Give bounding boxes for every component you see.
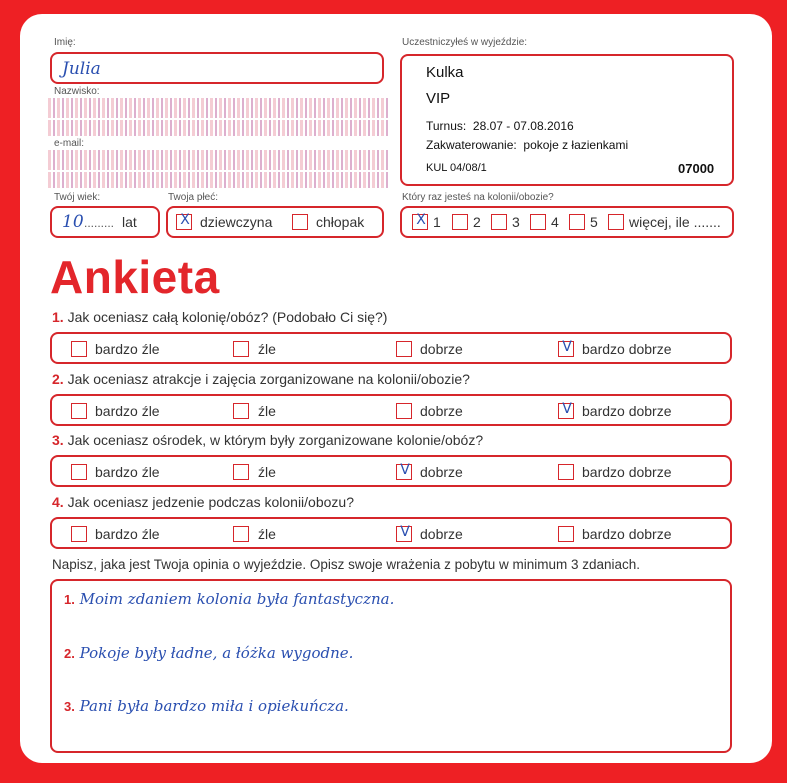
question-4-answers [50,517,732,549]
q4-checkbox-bad[interactable] [233,526,249,542]
times-checkbox-1[interactable] [412,214,428,230]
question-2-text: Jak oceniasz atrakcje i zajęcia zorganizowane na kolonii/obozie? [67,371,470,387]
q3-checkbox-very-good[interactable] [558,464,574,480]
gender-label: Twoja płeć: [168,192,219,203]
question-4-text: Jak oceniasz jedzenie podczas kolonii/obozu? [67,494,354,510]
q1-option-good: dobrze [420,341,463,357]
email-label: e-mail: [54,138,85,149]
question-3 [52,432,483,448]
q3-checkbox-bad[interactable] [233,464,249,480]
q4-option-good: dobrze [420,526,463,542]
surname-label: Nazwisko: [54,86,100,97]
name-label: Imię: [54,37,76,48]
gender-field [166,206,384,238]
q3-mark-good: V [400,462,410,478]
q1-checkbox-very-good[interactable] [558,341,574,357]
q2-option-good: dobrze [420,403,463,419]
gender-option-girl: dziewczyna [200,214,273,230]
card-turnus-label: Turnus: [426,119,467,133]
q2-checkbox-very-bad[interactable] [71,403,87,419]
q1-mark-very-good: V [562,339,572,355]
question-2-answers [50,394,732,426]
q4-mark-good: V [400,524,410,540]
q2-checkbox-very-good[interactable] [558,403,574,419]
times-checkbox-3[interactable] [491,214,507,230]
times-checkbox-2[interactable] [452,214,468,230]
q2-option-very-good: bardzo dobrze [582,403,672,419]
name-value: Julia [62,59,101,79]
gender-checkbox-boy[interactable] [292,214,308,230]
card-line2: VIP [426,90,451,107]
question-2-number: 2. [52,371,64,387]
opinion-line-1-number: 1. [64,592,75,607]
card-accommodation [426,138,628,152]
question-1 [52,309,387,325]
q1-option-very-bad: bardzo źle [95,341,160,357]
age-dots: ......... [84,216,115,230]
times-checkbox-more[interactable] [608,214,624,230]
age-label: Twój wiek: [54,192,101,203]
gender-option-boy: chłopak [316,214,365,230]
opinion-line-3-text: Pani była bardzo miła i opiekuńcza. [79,697,349,715]
q4-option-bad: źle [258,526,276,542]
gender-checkbox-girl[interactable] [176,214,192,230]
times-option-3: 3 [512,214,520,230]
q2-option-bad: źle [258,403,276,419]
gender-mark-girl: X [180,212,190,228]
card-turnus-value: 28.07 - 07.08.2016 [472,119,574,133]
question-3-answers [50,455,732,487]
opinion-line-2-number: 2. [64,646,75,661]
q2-checkbox-good[interactable] [396,403,412,419]
q2-checkbox-bad[interactable] [233,403,249,419]
question-1-answers [50,332,732,364]
q4-checkbox-very-good[interactable] [558,526,574,542]
q2-mark-very-good: V [562,401,572,417]
q4-option-very-good: bardzo dobrze [582,526,672,542]
question-1-text: Jak oceniasz całą kolonię/obóz? (Podobało Ci się?) [67,309,388,325]
age-unit: lat [122,214,137,230]
q3-checkbox-good[interactable] [396,464,412,480]
card-line1: Kulka [426,64,464,81]
question-4-number: 4. [52,494,64,510]
redacted-surname-2 [48,120,390,136]
card-accommodation-value: pokoje z łazienkami [523,138,629,152]
age-value: 10 [62,212,84,232]
q1-checkbox-very-bad[interactable] [71,341,87,357]
q4-option-very-bad: bardzo źle [95,526,160,542]
card-code: KUL 04/08/1 [426,162,487,174]
question-2 [52,371,470,387]
times-option-more: więcej, ile ....... [629,214,721,230]
q4-checkbox-very-bad[interactable] [71,526,87,542]
q3-checkbox-very-bad[interactable] [71,464,87,480]
card-accommodation-label: Zakwaterowanie: [426,138,517,152]
q3-option-very-good: bardzo dobrze [582,464,672,480]
opinion-line-1-text: Moim zdaniem kolonia była fantastyczna. [79,590,395,608]
times-checkbox-4[interactable] [530,214,546,230]
participant-label: Uczestniczyłeś w wyjeździe: [402,37,528,48]
redacted-surname [48,98,390,118]
redacted-email-2 [48,172,390,188]
question-3-text: Jak oceniasz ośrodek, w którym były zorganizowane kolonie/obóz? [67,432,484,448]
q1-checkbox-bad[interactable] [233,341,249,357]
times-option-1: 1 [433,214,441,230]
question-3-number: 3. [52,432,64,448]
times-option-5: 5 [590,214,598,230]
question-1-number: 1. [52,309,64,325]
q3-option-good: dobrze [420,464,463,480]
times-checkbox-5[interactable] [569,214,585,230]
q1-option-very-good: bardzo dobrze [582,341,672,357]
card-number: 07000 [678,161,715,176]
q2-option-very-bad: bardzo źle [95,403,160,419]
survey-title: Ankieta [50,251,220,303]
redacted-email [48,150,390,170]
card-turnus [426,119,574,133]
opinion-line-2-text: Pokoje były ładne, a łóżka wygodne. [79,644,354,662]
times-field [400,206,734,238]
age-field[interactable] [50,206,160,238]
opinion-prompt: Napisz, jaka jest Twoja opinia o wyjeździe. Opisz swoje wrażenia z pobytu w minimum 3 zdaniach. [52,557,641,572]
times-option-2: 2 [473,214,481,230]
q4-checkbox-good[interactable] [396,526,412,542]
q3-option-very-bad: bardzo źle [95,464,160,480]
name-field[interactable] [50,52,384,84]
times-mark-1: X [416,212,426,228]
question-4 [52,494,354,510]
opinion-line-1 [64,590,394,608]
q1-checkbox-good[interactable] [396,341,412,357]
q1-option-bad: źle [258,341,276,357]
times-label: Który raz jesteś na kolonii/obozie? [402,192,554,203]
opinion-line-3 [64,697,349,715]
opinion-line-3-number: 3. [64,699,75,714]
opinion-line-2 [64,644,353,662]
q3-option-bad: źle [258,464,276,480]
times-option-4: 4 [551,214,559,230]
